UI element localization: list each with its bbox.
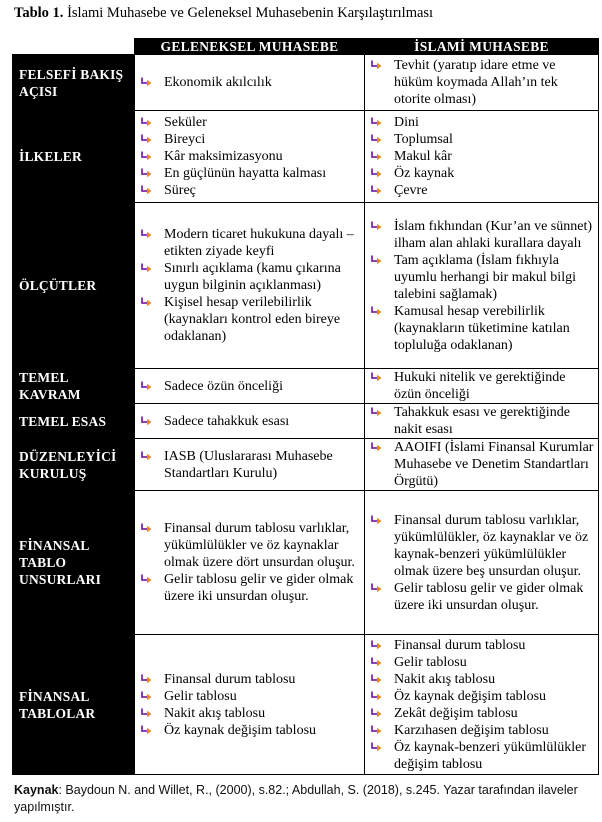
traditional-cell xyxy=(135,491,365,635)
list-item xyxy=(371,182,594,199)
list-item-text: İslam fıkhından (Kur’an ve sünnet) ilham alan ahlaki kurallara dayalı xyxy=(394,218,593,251)
traditional-cell xyxy=(135,55,365,111)
list-item xyxy=(141,226,360,260)
arrow-bullet-icon xyxy=(371,583,382,594)
arrow-bullet-icon xyxy=(141,574,152,585)
row-header: FİNANSAL TABLO UNSURLARI xyxy=(13,491,135,635)
traditional-cell xyxy=(135,111,365,203)
list-item-text: Hukuki nitelik ve gerektiğinde özün önceliği xyxy=(394,370,566,402)
list-item-text: Gelir tablosu xyxy=(394,654,467,670)
arrow-bullet-icon xyxy=(371,185,382,196)
table-body xyxy=(13,55,599,775)
list-item-text: Kişisel hesap verilebilirlik (kaynakları kontrol eden bireye odaklanan) xyxy=(164,295,341,344)
list-item-text: Çevre xyxy=(394,183,428,198)
list-item-text: Karzıhasen değişim tablosu xyxy=(394,722,549,738)
arrow-bullet-icon xyxy=(141,725,152,736)
arrow-bullet-icon xyxy=(141,185,152,196)
list-item xyxy=(141,705,360,722)
traditional-cell xyxy=(135,635,365,775)
table-row xyxy=(13,55,599,111)
list-item-text: Dini xyxy=(394,115,419,130)
list-item xyxy=(371,114,594,131)
traditional-cell xyxy=(135,404,365,439)
list-item xyxy=(371,637,594,654)
list-item-text: Makul kâr xyxy=(394,149,452,164)
traditional-cell xyxy=(135,203,365,369)
list-item-text: AAOIFI (İslami Finansal Kurumlar Muhasebe ve Denetim Standartları Örgütü) xyxy=(394,440,594,489)
list-item-text: Tevhit (yaratıp idare etme ve hüküm koymada Allah’ın tek otorite olması) xyxy=(394,58,558,107)
list-item xyxy=(371,722,594,739)
list-item-text: Gelir tablosu gelir ve gider olmak üzere iki unsurdan oluşur. xyxy=(164,572,354,604)
arrow-bullet-icon xyxy=(371,725,382,736)
arrow-bullet-icon xyxy=(371,221,382,232)
arrow-bullet-icon xyxy=(141,674,152,685)
source-label: Kaynak xyxy=(14,783,59,797)
list-item-text: Modern ticaret hukukuna dayalı – etikten ziyade keyfi xyxy=(164,227,354,259)
list-item-text: En güçlünün hayatta kalması xyxy=(164,166,327,181)
arrow-bullet-icon xyxy=(371,407,382,418)
row-header: İLKELER xyxy=(13,111,135,203)
table-header-row xyxy=(13,39,599,55)
table-caption-title: İslami Muhasebe ve Geleneksel Muhasebenin Karşılaştırılması xyxy=(63,5,434,21)
table-caption xyxy=(14,4,594,22)
table-row xyxy=(13,369,599,404)
list-item xyxy=(141,182,360,199)
list-item xyxy=(371,303,594,354)
arrow-bullet-icon xyxy=(141,117,152,128)
list-item xyxy=(371,580,594,614)
arrow-bullet-icon xyxy=(141,523,152,534)
islamic-cell xyxy=(365,369,599,404)
list-item xyxy=(371,165,594,182)
arrow-bullet-icon xyxy=(141,263,152,274)
list-item xyxy=(141,114,360,131)
bullet-list xyxy=(141,226,360,345)
bullet-list xyxy=(371,57,594,108)
list-item-text: Öz kaynak-benzeri yükümlülükler değişim tablosu xyxy=(394,739,587,772)
list-item-text: Bireyci xyxy=(164,132,206,147)
list-item xyxy=(141,165,360,182)
list-item xyxy=(371,671,594,688)
list-item xyxy=(371,148,594,165)
bullet-list xyxy=(371,512,594,614)
list-item xyxy=(141,571,360,605)
bullet-list xyxy=(141,671,360,739)
row-header: DÜZENLEYİCİ KURULUŞ xyxy=(13,439,135,491)
islamic-cell xyxy=(365,635,599,775)
arrow-bullet-icon xyxy=(371,657,382,668)
arrow-bullet-icon xyxy=(141,151,152,162)
list-item xyxy=(141,148,360,165)
bullet-list xyxy=(371,369,594,403)
arrow-bullet-icon xyxy=(141,297,152,308)
row-header: TEMEL KAVRAM xyxy=(13,369,135,404)
traditional-cell xyxy=(135,439,365,491)
list-item-text: Finansal durum tablosu xyxy=(394,637,526,653)
list-item xyxy=(141,74,360,91)
list-item-text: Ekonomik akılcılık xyxy=(164,75,272,90)
table-row xyxy=(13,491,599,635)
list-item-text: Finansal durum tablosu varlıklar, yükümlülükler ve öz kaynaklar olmak üzere dört unsurdan oluşur. xyxy=(164,521,355,570)
bullet-list xyxy=(141,74,360,91)
table-caption-label: Tablo 1. xyxy=(14,5,64,21)
list-item-text: Nakit akış tablosu xyxy=(394,671,496,687)
list-item-text: Öz kaynak değişim tablosu xyxy=(164,722,317,738)
list-item xyxy=(371,654,594,671)
arrow-bullet-icon xyxy=(141,691,152,702)
list-item-text: Sınırlı açıklama (kamu çıkarına uygun bilginin açıklanması) xyxy=(164,261,341,293)
source-text: : Baydoun N. and Willet, R., (2000), s.82.; Abdullah, S. (2018), s.245. Yazar tarafından ilaveler yapılmıştır. xyxy=(14,783,578,814)
arrow-bullet-icon xyxy=(141,134,152,145)
list-item xyxy=(371,369,594,403)
list-item-text: Zekât değişim tablosu xyxy=(394,705,518,721)
list-item xyxy=(141,260,360,294)
column-header-traditional: GELENEKSEL MUHASEBE xyxy=(135,39,365,55)
list-item xyxy=(371,705,594,722)
islamic-cell xyxy=(365,404,599,439)
table-row xyxy=(13,635,599,775)
list-item xyxy=(141,520,360,571)
row-header: FİNANSAL TABLOLAR xyxy=(13,635,135,775)
arrow-bullet-icon xyxy=(371,255,382,266)
corner-cell xyxy=(13,39,135,55)
bullet-list xyxy=(141,378,360,395)
table-row xyxy=(13,404,599,439)
arrow-bullet-icon xyxy=(141,229,152,240)
list-item xyxy=(141,722,360,739)
list-item-text: Öz kaynak değişim tablosu xyxy=(394,688,547,704)
arrow-bullet-icon xyxy=(371,708,382,719)
list-item-text: Nakit akış tablosu xyxy=(164,705,266,721)
column-header-islamic: İSLAMİ MUHASEBE xyxy=(365,39,599,55)
list-item-text: Gelir tablosu gelir ve gider olmak üzere iki unsurdan oluşur. xyxy=(394,580,584,613)
table-row xyxy=(13,439,599,491)
list-item-text: Sadece özün önceliği xyxy=(164,378,283,394)
arrow-bullet-icon xyxy=(371,168,382,179)
list-item-text: Toplumsal xyxy=(394,132,453,147)
bullet-list xyxy=(371,404,594,438)
list-item xyxy=(141,294,360,345)
list-item xyxy=(141,688,360,705)
list-item-text: Sadece tahakkuk esası xyxy=(164,413,290,429)
list-item-text: Tam açıklama (İslam fıkhıyla uyumlu herhangi bir makul bilgi talebini sağlamak) xyxy=(394,252,576,302)
row-header: ÖLÇÜTLER xyxy=(13,203,135,369)
list-item-text: Kamusal hesap verebilirlik (kaynakların tüketimine katılan topluluğa odaklanan) xyxy=(394,303,570,353)
list-item-text: Gelir tablosu xyxy=(164,688,237,704)
list-item xyxy=(371,688,594,705)
bullet-list xyxy=(141,520,360,605)
list-item xyxy=(141,671,360,688)
arrow-bullet-icon xyxy=(371,151,382,162)
list-item xyxy=(371,252,594,303)
list-item xyxy=(371,218,594,252)
arrow-bullet-icon xyxy=(141,451,152,462)
list-item xyxy=(141,413,360,430)
arrow-bullet-icon xyxy=(371,442,382,453)
row-header: TEMEL ESAS xyxy=(13,404,135,439)
arrow-bullet-icon xyxy=(371,640,382,651)
islamic-cell xyxy=(365,203,599,369)
islamic-cell xyxy=(365,491,599,635)
source-note xyxy=(14,782,594,816)
arrow-bullet-icon xyxy=(371,372,382,383)
list-item xyxy=(371,512,594,580)
bullet-list xyxy=(371,218,594,354)
comparison-table xyxy=(12,38,599,775)
table-row xyxy=(13,203,599,369)
list-item-text: Tahakkuk esası ve gerektiğinde nakit esası xyxy=(394,405,570,437)
islamic-cell xyxy=(365,55,599,111)
list-item xyxy=(371,131,594,148)
list-item-text: Süreç xyxy=(164,183,196,198)
list-item-text: Finansal durum tablosu varlıklar, yükümlülükler, öz kaynaklar ve öz kaynak-benzeri yükümlülükler olmak üzere beş unsurdan oluşur. xyxy=(394,512,589,579)
list-item xyxy=(141,448,360,482)
arrow-bullet-icon xyxy=(371,60,382,71)
arrow-bullet-icon xyxy=(141,708,152,719)
arrow-bullet-icon xyxy=(371,134,382,145)
list-item-text: Öz kaynak xyxy=(394,166,455,181)
islamic-cell xyxy=(365,439,599,491)
arrow-bullet-icon xyxy=(371,674,382,685)
list-item xyxy=(371,404,594,438)
list-item-text: Kâr maksimizasyonu xyxy=(164,149,283,164)
arrow-bullet-icon xyxy=(141,77,152,88)
arrow-bullet-icon xyxy=(141,416,152,427)
list-item-text: IASB (Uluslararası Muhasebe Standartları Kurulu) xyxy=(164,448,333,481)
list-item xyxy=(371,439,594,490)
list-item-text: Finansal durum tablosu xyxy=(164,671,296,687)
list-item xyxy=(371,57,594,108)
list-item xyxy=(141,131,360,148)
bullet-list xyxy=(141,413,360,430)
islamic-cell xyxy=(365,111,599,203)
traditional-cell xyxy=(135,369,365,404)
arrow-bullet-icon xyxy=(371,515,382,526)
bullet-list xyxy=(371,114,594,199)
arrow-bullet-icon xyxy=(141,381,152,392)
bullet-list xyxy=(141,114,360,199)
row-header: FELSEFİ BAKIŞ AÇISI xyxy=(13,55,135,111)
arrow-bullet-icon xyxy=(141,168,152,179)
arrow-bullet-icon xyxy=(371,117,382,128)
list-item-text: Seküler xyxy=(164,115,207,130)
bullet-list xyxy=(371,637,594,773)
bullet-list xyxy=(141,448,360,482)
list-item xyxy=(371,739,594,773)
arrow-bullet-icon xyxy=(371,691,382,702)
arrow-bullet-icon xyxy=(371,306,382,317)
table-row xyxy=(13,111,599,203)
arrow-bullet-icon xyxy=(371,742,382,753)
list-item xyxy=(141,378,360,395)
bullet-list xyxy=(371,439,594,490)
